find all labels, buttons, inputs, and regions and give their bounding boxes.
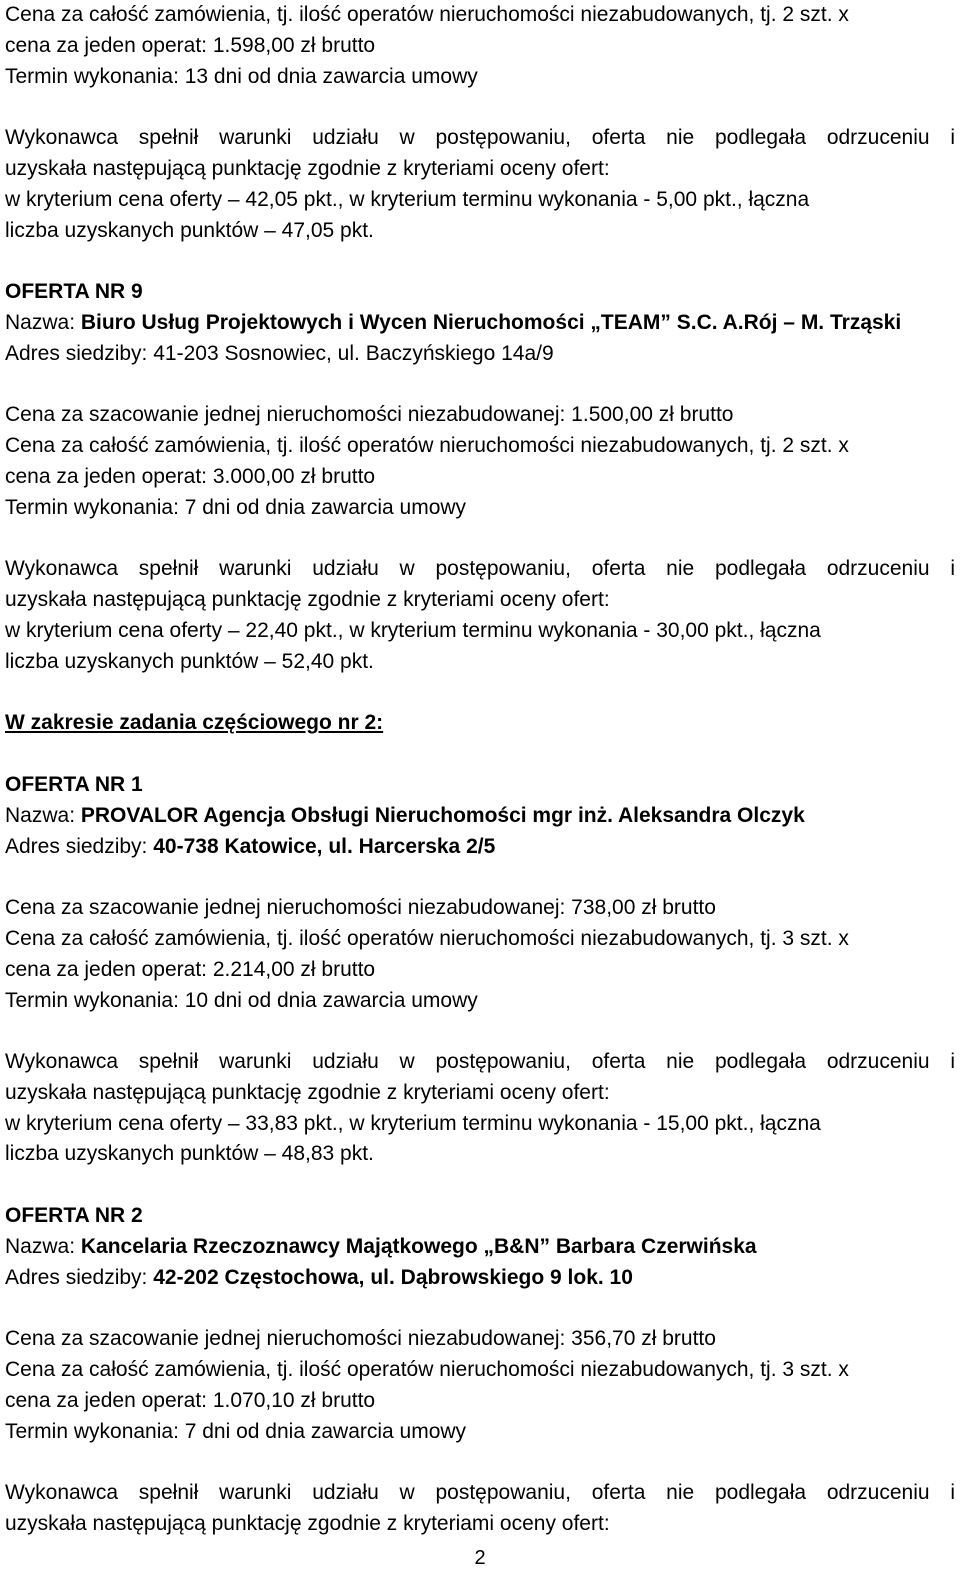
offer-address: Adres siedziby: 41-203 Sosnowiec, ul. Baczyńskiego 14a/9: [5, 341, 554, 365]
deadline-line: Termin wykonania: 13 dni od dnia zawarcia umowy: [5, 64, 478, 88]
spacer: [5, 246, 955, 277]
offer-title: OFERTA NR 1: [5, 772, 143, 796]
unit-price-line: Cena za szacowanie jednej nieruchomości niezabudowanej: 1.500,00 zł brutto: [5, 403, 734, 427]
offer-1-block: [5, 770, 955, 1170]
offer-name-line: [5, 1232, 955, 1263]
spacer: [5, 739, 955, 770]
order-total-line: Cena za całość zamówienia, tj. ilość operatów nieruchomości niezabudowanych, tj. 2 szt. x: [5, 3, 849, 26]
deadline-line: Termin wykonania: 7 dni od dnia zawarcia umowy: [5, 1419, 467, 1443]
total-points-line: liczba uzyskanych punktów – 47,05 pkt.: [5, 218, 374, 242]
score-line: w kryterium cena oferty – 22,40 pkt., w kryterium terminu wykonania - 30,00 pkt., łączna: [5, 618, 821, 642]
evaluation-line: Wykonawca spełnił warunki udziału w postępowaniu, oferta nie podlegała odrzuceniu i: [5, 1481, 955, 1505]
evaluation-line: uzyskała następującą punktację zgodnie z kryteriami oceny ofert:: [5, 1512, 610, 1536]
address-label: Adres siedziby:: [5, 1265, 154, 1289]
offer-title: OFERTA NR 9: [5, 280, 143, 304]
offer-name-line: [5, 801, 955, 832]
spacer: [5, 1293, 955, 1324]
offer-name: Kancelaria Rzeczoznawcy Majątkowego „B&N” Barbara Czerwińska: [80, 1234, 757, 1258]
offer-address: 40-738 Katowice, ul. Harcerska 2/5: [153, 834, 496, 858]
spacer: [5, 370, 955, 401]
document-page: [5, 0, 955, 1540]
spacer: [5, 1016, 955, 1047]
unit-price-line: Cena za szacowanie jednej nieruchomości niezabudowanej: 738,00 zł brutto: [5, 896, 716, 920]
price-per-operat: cena za jeden operat: 2.214,00 zł brutto: [5, 957, 376, 981]
score-line: w kryterium cena oferty – 42,05 pkt., w kryterium terminu wykonania - 5,00 pkt., łączna: [5, 187, 810, 211]
order-total-line: Cena za całość zamówienia, tj. ilość operatów nieruchomości niezabudowanych, tj. 2 szt. x: [5, 434, 849, 458]
offer-9-block: [5, 277, 955, 677]
evaluation-line: uzyskała następującą punktację zgodnie z kryteriami oceny ofert:: [5, 156, 610, 180]
spacer: [5, 1447, 955, 1478]
evaluation-line: Wykonawca spełnił warunki udziału w postępowaniu, oferta nie podlegała odrzuceniu i: [5, 1050, 955, 1074]
offer-title: OFERTA NR 2: [5, 1204, 143, 1228]
offer-address: 42-202 Częstochowa, ul. Dąbrowskiego 9 lok. 10: [153, 1265, 633, 1289]
section-heading: W zakresie zadania częściowego nr 2:: [5, 711, 384, 735]
deadline-line: Termin wykonania: 7 dni od dnia zawarcia umowy: [5, 495, 467, 519]
evaluation-line: Wykonawca spełnił warunki udziału w postępowaniu, oferta nie podlegała odrzuceniu i: [5, 557, 955, 581]
price-per-operat: cena za jeden operat: 3.000,00 zł brutto: [5, 464, 376, 488]
order-total-line: Cena za całość zamówienia, tj. ilość operatów nieruchomości niezabudowanych, tj. 3 szt. x: [5, 1358, 849, 1382]
offer-name-line: [5, 308, 955, 339]
deadline-line: Termin wykonania: 10 dni od dnia zawarcia umowy: [5, 988, 478, 1012]
page-number: 2: [474, 1547, 486, 1569]
offer-name: Biuro Usług Projektowych i Wycen Nieruchomości „TEAM” S.C. A.Rój – M. Trząski: [80, 310, 902, 334]
total-points-line: liczba uzyskanych punktów – 48,83 pkt.: [5, 1142, 374, 1166]
spacer: [5, 678, 955, 709]
offer-name: PROVALOR Agencja Obsługi Nieruchomości mgr inż. Aleksandra Olczyk: [80, 803, 805, 827]
order-total-line: Cena za całość zamówienia, tj. ilość operatów nieruchomości niezabudowanych, tj. 3 szt. x: [5, 926, 849, 950]
spacer: [5, 862, 955, 893]
unit-price-line: Cena za szacowanie jednej nieruchomości niezabudowanej: 356,70 zł brutto: [5, 1327, 716, 1351]
spacer: [5, 524, 955, 555]
evaluation-line: uzyskała następującą punktację zgodnie z kryteriami oceny ofert:: [5, 1080, 610, 1104]
offer-address-line: [5, 1263, 955, 1294]
name-label: Nazwa:: [5, 803, 81, 827]
price-per-operat: cena za jeden operat: 1.070,10 zł brutto: [5, 1388, 376, 1412]
name-label: Nazwa:: [5, 1234, 81, 1258]
score-line: w kryterium cena oferty – 33,83 pkt., w kryterium terminu wykonania - 15,00 pkt., łączna: [5, 1111, 821, 1135]
spacer: [5, 92, 955, 123]
offer-2-block: [5, 1201, 955, 1540]
name-label: Nazwa:: [5, 310, 81, 334]
evaluation-line: uzyskała następującą punktację zgodnie z kryteriami oceny ofert:: [5, 588, 610, 612]
previous-offer-continuation: [5, 0, 955, 246]
total-points-line: liczba uzyskanych punktów – 52,40 pkt.: [5, 649, 374, 673]
price-per-operat: cena za jeden operat: 1.598,00 zł brutto: [5, 33, 376, 57]
address-label: Adres siedziby:: [5, 834, 154, 858]
offer-address-line: [5, 832, 955, 863]
spacer: [5, 1170, 955, 1201]
evaluation-line: Wykonawca spełnił warunki udziału w postępowaniu, oferta nie podlegała odrzuceniu i: [5, 126, 955, 150]
